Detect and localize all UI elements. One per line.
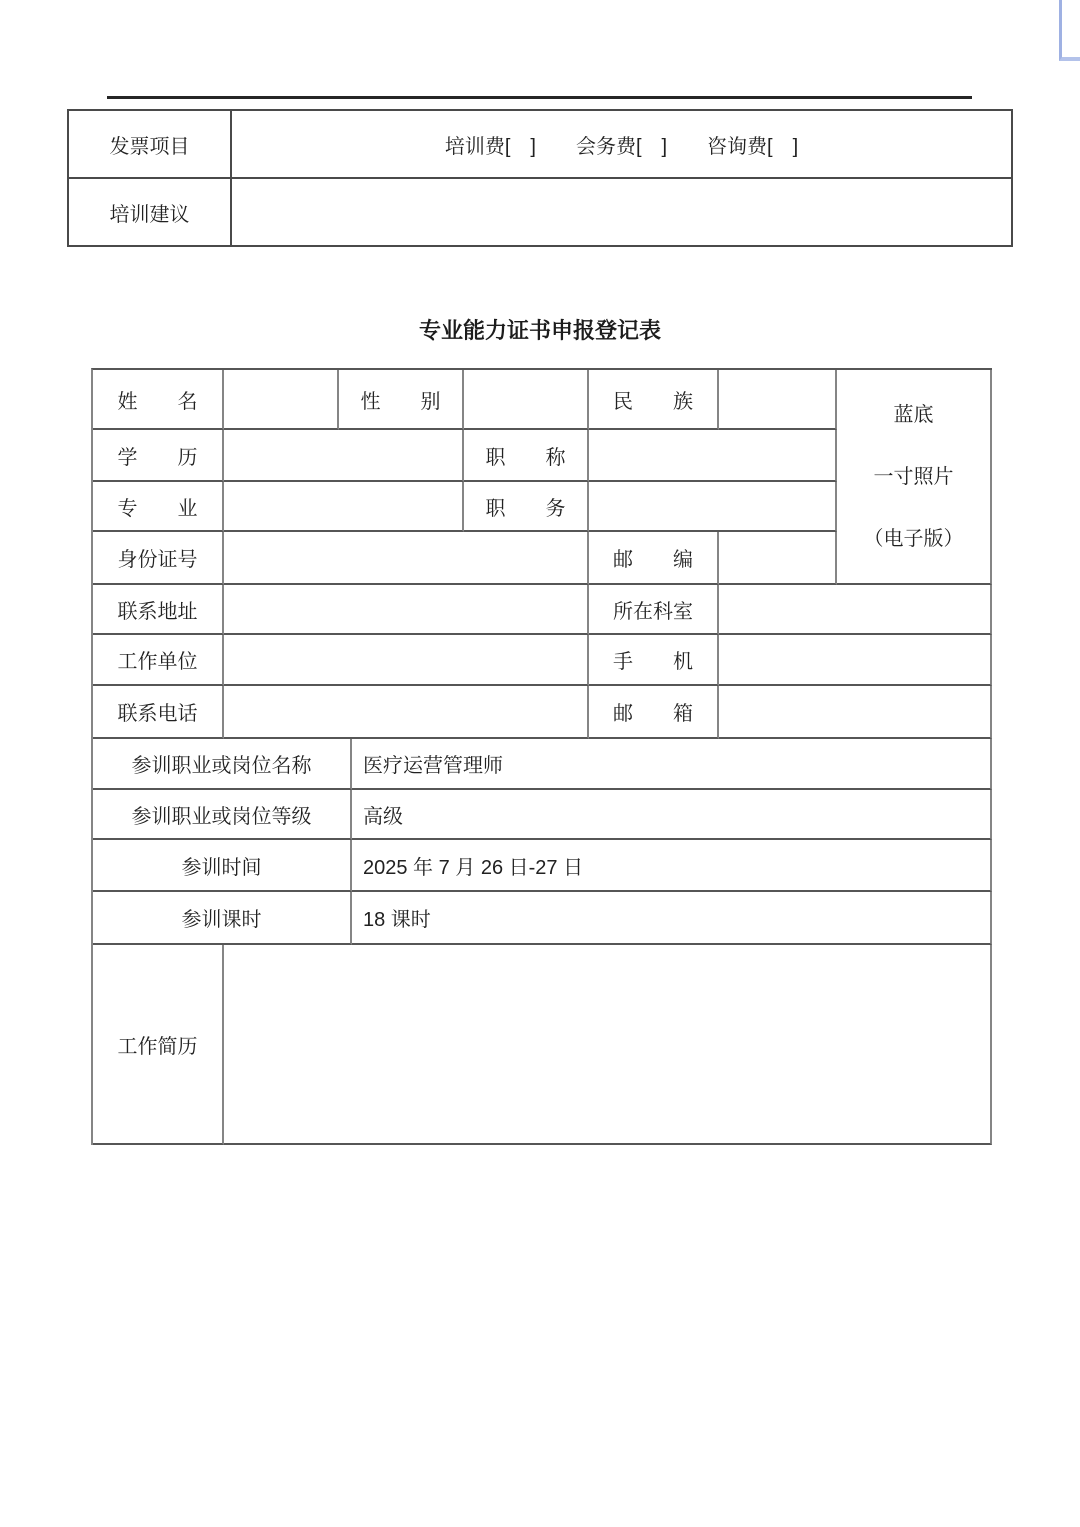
ethnicity-value[interactable] [719,370,837,430]
phone-label: 联系电话 [93,686,224,739]
postcode-value[interactable] [719,532,837,585]
email-label: 邮 箱 [589,686,719,739]
photo-placeholder[interactable] [837,370,992,585]
registration-form-table [91,368,992,1145]
training-suggestion-label: 培训建议 [69,179,232,247]
id-number-value[interactable] [224,532,589,585]
employer-label: 工作单位 [93,635,224,686]
email-value[interactable] [719,686,992,739]
header-rule [107,96,972,99]
training-suggestion-value[interactable] [232,179,1013,247]
job-level-label: 参训职业或岗位等级 [93,790,352,840]
phone-value[interactable] [224,686,589,739]
training-time-label: 参训时间 [93,840,352,892]
address-label: 联系地址 [93,585,224,635]
address-value[interactable] [224,585,589,635]
name-label: 姓 名 [93,370,224,430]
photo-note-line1: 蓝底 [893,403,934,426]
prof-title-value[interactable] [589,430,837,482]
invoice-item-label: 发票项目 [69,111,232,179]
mobile-label: 手 机 [589,635,719,686]
training-time-value[interactable]: 2025 年 7 月 26 日-27 日 [352,840,992,892]
photo-note-line2: 一寸照片 [873,465,954,488]
page-title: 专业能力证书申报登记表 [418,318,661,343]
mobile-value[interactable] [719,635,992,686]
name-value[interactable] [224,370,339,430]
department-label: 所在科室 [589,585,719,635]
position-value[interactable] [589,482,837,532]
postcode-label: 邮 编 [589,532,719,585]
major-label: 专 业 [93,482,224,532]
position-label: 职 务 [464,482,589,532]
employer-value[interactable] [224,635,589,686]
invoice-table [67,109,1013,247]
ethnicity-label: 民 族 [589,370,719,430]
job-level-value[interactable]: 高级 [352,790,992,840]
photo-note-line3: （电子版） [863,527,964,550]
work-resume-value[interactable] [224,945,992,1145]
education-value[interactable] [224,430,464,482]
major-value[interactable] [224,482,464,532]
invoice-item-options[interactable]: 培训费[ ] 会务费[ ] 咨询费[ ] [232,111,1013,179]
id-number-label: 身份证号 [93,532,224,585]
corner-ui-fragment [1059,0,1080,61]
training-hours-label: 参训课时 [93,892,352,945]
work-resume-label: 工作简历 [93,945,224,1145]
department-value[interactable] [719,585,992,635]
job-name-label: 参训职业或岗位名称 [93,739,352,790]
prof-title-label: 职 称 [464,430,589,482]
job-name-value[interactable]: 医疗运营管理师 [352,739,992,790]
education-label: 学 历 [93,430,224,482]
training-hours-value[interactable]: 18 课时 [352,892,992,945]
gender-label: 性 别 [339,370,464,430]
gender-value[interactable] [464,370,589,430]
